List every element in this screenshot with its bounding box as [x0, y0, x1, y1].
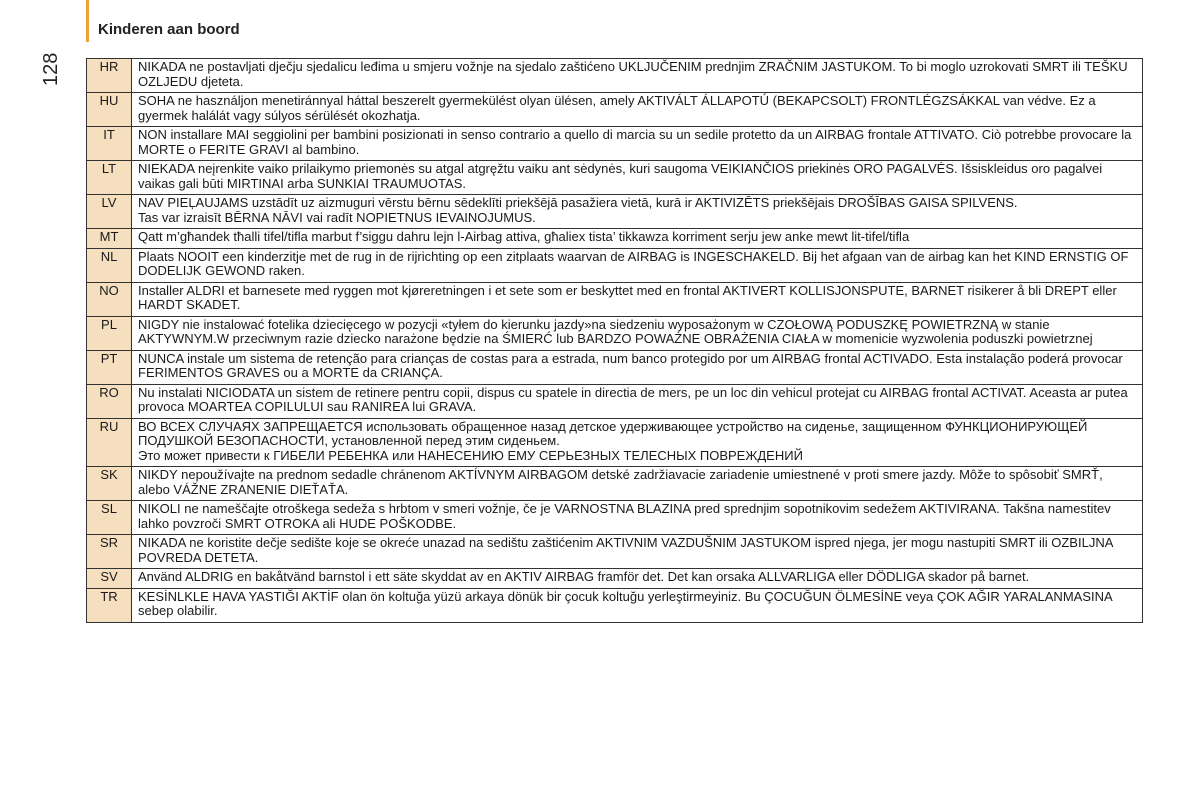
language-code: PT [87, 350, 132, 384]
section-title: Kinderen aan boord [98, 21, 240, 38]
table-row [87, 316, 1143, 350]
language-code: SL [87, 501, 132, 535]
warning-text: Qatt m’għandek tħalli tifel/tifla marbut f’siggu dahru lejn l-Airbag attiva, għaliex tista’ tikkawza korriment serju jew anke mewt lit-tifel/tifla [132, 229, 1143, 249]
warning-text: NIKADA ne koristite dečje sedište koje se okreće unazad na sedištu zaštićenim AKTIVNIM VAZDUŠNIM JASTUKOM ispred njega, jer mogu nastupiti SMRT ili OZBILJNA POVREDA DETETA. [132, 535, 1143, 569]
language-code: LV [87, 195, 132, 229]
table-row [87, 467, 1143, 501]
warning-text: Installer ALDRI et barnesete med ryggen mot kjøreretningen i et sete som er beskyttet med en frontal AKTIVERT KOLLISJONSPUTE, BARNET risikerer å bli DREPT eller HARDT SKADET. [132, 282, 1143, 316]
language-code: PL [87, 316, 132, 350]
table-row [87, 161, 1143, 195]
language-code: RU [87, 418, 132, 467]
language-code: LT [87, 161, 132, 195]
warning-text: Nu instalati NICIODATA un sistem de retinere pentru copii, dispus cu spatele in directia de mers, pe un loc din vehicul protejat cu AIRBAG frontal ACTIVAT. Aceasta ar putea provoca MOARTEA COPILULUI sau RANIREA lui GRAVA. [132, 384, 1143, 418]
warning-text: KESİNLKLE HAVA YASTIĞI AKTİF olan ön koltuğa yüzü arkaya dönük bir çocuk koltuğu yerleştirmeyiniz. Bu ÇOCUĞUN ÖLMESİNE veya ÇOK AĞIR YARALANMASINA sebep olabilir. [132, 588, 1143, 622]
table-row [87, 229, 1143, 249]
language-code: TR [87, 588, 132, 622]
table-row [87, 59, 1143, 93]
language-code: HR [87, 59, 132, 93]
table-row [87, 569, 1143, 589]
warning-text: NON installare MAI seggiolini per bambini posizionati in senso contrario a quello di marcia su un sedile protetto da un AIRBAG frontale ATTIVATO. Ciò potrebbe provocare la MORTE o FERITE GRAVI al bambino. [132, 127, 1143, 161]
table-row [87, 127, 1143, 161]
table-row [87, 501, 1143, 535]
warning-text: NIKDY nepoužívajte na prednom sedadle chránenom AKTÍVNYM AIRBAGOM detské zadržiavacie zariadenie umiestnené v proti smere jazdy. Môže to spôsobiť SMRŤ, alebo VÁŽNE ZRANENIE DIEŤAŤA. [132, 467, 1143, 501]
language-code: MT [87, 229, 132, 249]
warning-text: NIKADA ne postavljati dječju sjedalicu leđima u smjeru vožnje na sjedalo zaštićeno UKLJUČENIM prednjim ZRAČNIM JASTUKOM. To bi moglo uzrokovati SMRT ili TEŠKU OZLJEDU djeteta. [132, 59, 1143, 93]
language-code: HU [87, 93, 132, 127]
header-accent-bar [86, 0, 89, 42]
warning-text: SOHA ne használjon menetiránnyal háttal beszerelt gyermekülést olyan ülésen, amely AKTIVÁLT ÁLLAPOTÚ (BEKAPCSOLT) FRONTLÉGZSÁKKAL van védve. Ez a gyermek halálát vagy súlyos sérülését okozhatja. [132, 93, 1143, 127]
warning-text: NIKOLI ne nameščajte otroškega sedeža s hrbtom v smeri vožnje, če je VARNOSTNA BLAZINA pred sprednjim sopotnikovim sedežem AKTIVIRANA. Takšna namestitev lahko povzroči SMRT OTROKA ali HUDE POŠKODBE. [132, 501, 1143, 535]
language-code: NO [87, 282, 132, 316]
table-row [87, 418, 1143, 467]
warning-text: NAV PIEĻAUJAMS uzstādīt uz aizmuguri vērstu bērnu sēdeklīti priekšējā pasažiera vietā, kurā ir AKTIVIZĒTS priekšējais DROŠĪBAS GAISA SPILVENS. Tas var izraisīt BĒRNA NĀVI vai radīt NOPIETNUS IEVAINOJUMUS. [132, 195, 1143, 229]
language-code: SR [87, 535, 132, 569]
table-row [87, 535, 1143, 569]
table-row [87, 384, 1143, 418]
table-row [87, 248, 1143, 282]
warning-text: Använd ALDRIG en bakåtvänd barnstol i ett säte skyddat av en AKTIV AIRBAG framför det. Det kan orsaka ALLVARLIGA eller DÖDLIGA skador på barnet. [132, 569, 1143, 589]
page-number: 128 [40, 52, 62, 86]
language-code: RO [87, 384, 132, 418]
table-row [87, 350, 1143, 384]
language-code: IT [87, 127, 132, 161]
warning-text: NIEKADA neįrenkite vaiko prilaikymo priemonės su atgal atgręžtu vaiku ant sėdynės, kuri saugoma VEIKIANČIOS priekinės ORO PAGALVĖS. Išsiskleidus oro pagalvei vaikas gali būti MIRTINAI arba SUNKIAI TRAUMUOTAS. [132, 161, 1143, 195]
table-row [87, 282, 1143, 316]
table-row [87, 93, 1143, 127]
warning-table-body [87, 59, 1143, 623]
language-code: NL [87, 248, 132, 282]
language-code: SK [87, 467, 132, 501]
warning-text: NUNCA instale um sistema de retenção para crianças de costas para a estrada, num banco protegido por um AIRBAG frontal ACTIVADO. Esta instalação poderá provocar FERIMENTOS GRAVES ou a MORTE da CRIANÇA. [132, 350, 1143, 384]
warning-text: ВО ВСЕХ СЛУЧАЯХ ЗАПРЕЩАЕТСЯ использовать обращенное назад детское удерживающее устройство на сиденье, защищенном ФУНКЦИОНИРУЮЩЕЙ ПОДУШКОЙ БЕЗОПАСНОСТИ, установленной перед этим сиденьем. Это может привести к ГИБЕЛИ РЕБЕНКА или НАНЕСЕНИЮ ЕМУ СЕРЬЕЗНЫХ ТЕЛЕСНЫХ ПОВРЕЖДЕНИЙ [132, 418, 1143, 467]
language-code: SV [87, 569, 132, 589]
warning-text: Plaats NOOIT een kinderzitje met de rug in de rijrichting op een zitplaats waarvan de AIRBAG is INGESCHAKELD. Bij het afgaan van de airbag kan het KIND ERNSTIG OF DODELIJK GEWOND raken. [132, 248, 1143, 282]
warning-text: NIGDY nie instalować fotelika dziecięcego w pozycji «tyłem do kierunku jazdy»na siedzeniu wyposażonym w CZOŁOWĄ PODUSZKĘ POWIETRZNĄ w stanie AKTYWNYM.W przeciwnym razie dziecko narażone będzie na ŚMIERĆ lub BARDZO POWAŻNE OBRAŻENIA CIAŁA w momenicie wyzwolenia poduszki powietrznej [132, 316, 1143, 350]
table-row [87, 588, 1143, 622]
airbag-warning-table [86, 58, 1143, 623]
table-row [87, 195, 1143, 229]
